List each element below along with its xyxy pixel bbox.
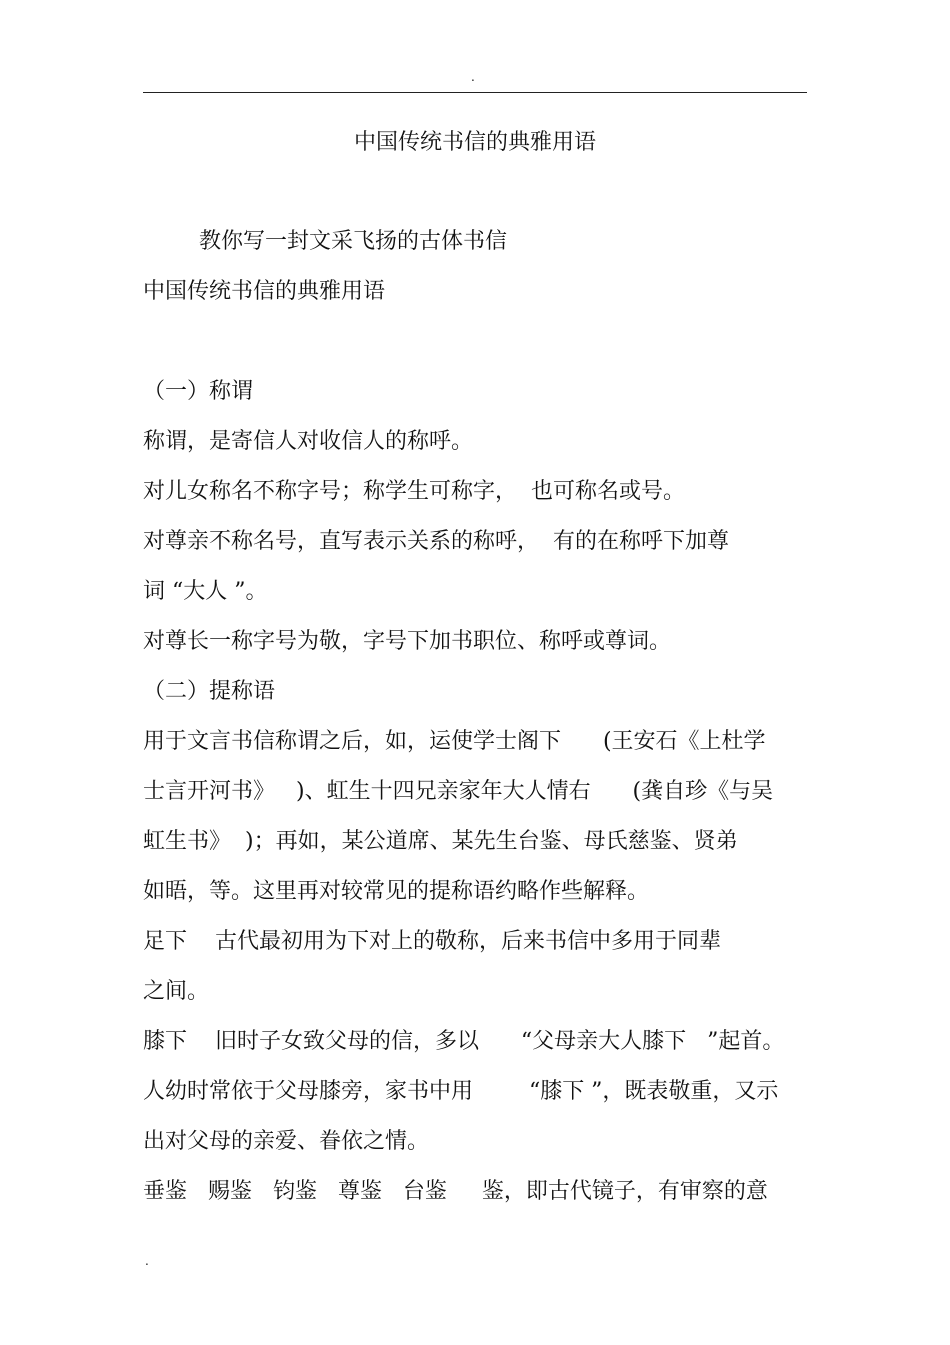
body-line: 用于文言书信称谓之后，如，运使学士阁下 (王安石《上杜学 xyxy=(143,729,766,754)
body-line: 垂鉴 赐鉴 钧鉴 尊鉴 台鉴 鉴，即古代镜子，有审察的意 xyxy=(143,1179,768,1204)
body-line: 词 “大人 ”。 xyxy=(143,579,268,604)
body-line: 士言开河书》 )、虹生十四兄亲家年大人情右 (龚自珍《与吴 xyxy=(143,779,774,804)
subtitle-line: 教你写一封文采飞扬的古体书信 xyxy=(143,229,507,254)
section-heading: （一）称谓 xyxy=(143,379,254,404)
section-heading: （二）提称语 xyxy=(143,679,276,704)
body-line: 足下 古代最初用为下对上的敬称，后来书信中多用于同辈 xyxy=(143,929,721,954)
body-line: 中国传统书信的典雅用语 xyxy=(143,279,386,304)
body-line: 如晤，等。这里再对较常见的提称语约略作些解释。 xyxy=(143,879,650,904)
document-title: 中国传统书信的典雅用语 xyxy=(353,130,596,155)
body-line: 之间。 xyxy=(143,979,210,1004)
body-line: 人幼时常依于父母膝旁，家书中用 “膝下 ”，既表敬重，又示 xyxy=(143,1079,779,1104)
header-mark: . xyxy=(471,70,475,84)
body-line: 出对父母的亲爱、眷依之情。 xyxy=(143,1129,430,1154)
header-rule xyxy=(143,92,807,93)
body-line: 虹生书》 )；再如，某公道席、某先生台鉴、母氏慈鉴、贤弟 xyxy=(143,829,738,854)
body-line: 对儿女称名不称字号；称学生可称字， 也可称名或号。 xyxy=(143,479,685,504)
body-line: 称谓，是寄信人对收信人的称呼。 xyxy=(143,429,474,454)
footer-mark: . xyxy=(145,1254,149,1268)
body-line: 对尊亲不称名号，直写表示关系的称呼， 有的在称呼下加尊 xyxy=(143,529,729,554)
body-line: 膝下 旧时子女致父母的信，多以 “父母亲大人膝下 ”起首。 xyxy=(143,1029,785,1054)
body-line: 对尊长一称字号为敬，字号下加书职位、称呼或尊词。 xyxy=(143,629,672,654)
